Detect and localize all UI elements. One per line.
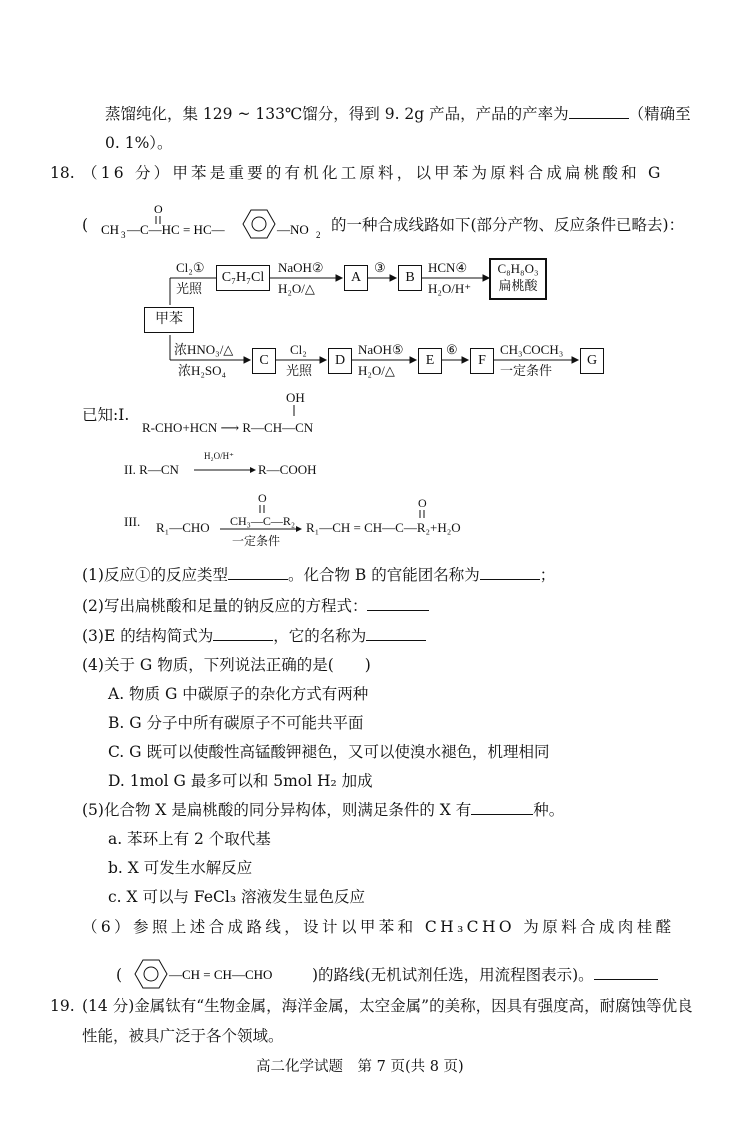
- sub1-text-a: (1)反应①的反应类型: [82, 566, 228, 584]
- option-a[interactable]: A. 物质 G 中碳原子的杂化方式有两种: [108, 685, 369, 703]
- sub-question-3: [82, 626, 426, 646]
- sub6-text-b: )的路线(无机试剂任选，用流程图表示)。: [312, 966, 594, 984]
- svg-text:H₂O/△: H₂O/△: [278, 281, 315, 296]
- svg-text:—CH = CH—CHO: —CH = CH—CHO: [169, 967, 273, 982]
- node-e: E: [418, 348, 442, 374]
- svg-text:NaOH⑤: NaOH⑤: [358, 342, 404, 357]
- svg-text:光照: 光照: [176, 281, 203, 296]
- svg-text:浓H₂SO₄: 浓H₂SO₄: [178, 363, 227, 378]
- svg-text:HCN④: HCN④: [428, 260, 468, 275]
- g-structure-line: ( CH 3 —C—HC = HC— O —NO 2 的一种合成线路如下(部分产物、反应条件已略去)：: [82, 202, 685, 240]
- option-b[interactable]: B. G 分子中所有碳原子不可能共平面: [108, 714, 364, 732]
- svg-text:R—COOH: R—COOH: [258, 462, 317, 477]
- sub3-text-b: ，它的名称为: [273, 627, 367, 645]
- svg-text:H₂O/△: H₂O/△: [358, 363, 395, 378]
- svg-text:2: 2: [316, 230, 321, 240]
- svg-text:浓HNO₃/△: 浓HNO₃/△: [174, 342, 234, 357]
- option-d[interactable]: D. 1mol G 最多可以和 5mol H₂ 加成: [108, 772, 373, 790]
- svg-text:一定条件: 一定条件: [500, 363, 553, 378]
- svg-text:3: 3: [121, 230, 126, 240]
- svg-text:II. R—CN: II. R—CN: [124, 462, 179, 477]
- sub-question-6: （6）参照上述合成路线，设计以甲苯和 CH₃CHO 为原料合成肉桂醛: [82, 918, 675, 936]
- node-a: A: [344, 265, 368, 291]
- svg-text:NaOH②: NaOH②: [278, 260, 324, 275]
- svg-text:Cl₂: Cl₂: [290, 342, 307, 357]
- question-19-line-2: 性能，被具广泛于各个领域。: [82, 1027, 284, 1045]
- svg-text:O: O: [418, 496, 427, 510]
- svg-text:O: O: [258, 491, 267, 505]
- question-19-line-1: (14 分)金属钛有“生物金属，海洋金属，太空金属”的美称，因具有强度高，耐腐蚀等优良: [82, 997, 693, 1015]
- sub-question-1: [82, 565, 555, 585]
- answer-blank-5[interactable]: [471, 800, 533, 815]
- svg-text:⑥: ⑥: [446, 342, 458, 357]
- node-f: F: [470, 348, 494, 374]
- svg-text:R-CHO+HCN ⟶ R—CH—CN: R-CHO+HCN ⟶ R—CH—CN: [142, 420, 314, 435]
- sub-question-5: [82, 800, 564, 820]
- svg-text:CH: CH: [101, 222, 120, 237]
- cont-text: 蒸馏纯化，集 129 ~ 133℃馏分，得到 9. 2g 产品，产品的产率为: [105, 105, 569, 123]
- sub-question-4: (4)关于 G 物质，下列说法正确的是( ): [82, 656, 371, 674]
- answer-blank-6[interactable]: [594, 965, 658, 980]
- node-d: D: [328, 348, 352, 374]
- node-mandelic-formula: C₈H₈O₃: [497, 261, 539, 276]
- node-b: B: [398, 265, 422, 291]
- sub-question-6-line2: ( —CH = CH—CHO )的路线(无机试剂任选，用流程图表示)。: [116, 957, 658, 991]
- svg-text:R₁—CH = CH—C—R₂+H₂O: R₁—CH = CH—C—R₂+H₂O: [306, 520, 461, 535]
- svg-text:O: O: [154, 202, 163, 216]
- svg-text:—NO: —NO: [277, 222, 309, 237]
- option-c[interactable]: C. G 既可以使酸性高锰酸钾褪色，又可以使溴水褪色，机理相同: [108, 743, 550, 761]
- answer-blank[interactable]: [569, 104, 629, 119]
- question-intro: （16 分）甲苯是重要的有机化工原料，以甲苯为原料合成扁桃酸和 G: [82, 164, 664, 182]
- svg-text:III.: III.: [124, 514, 141, 529]
- svg-text:CH₃COCH₃: CH₃COCH₃: [500, 342, 564, 357]
- sub5-text-a: (5)化合物 X 是扁桃酸的同分异构体，则满足条件的 X 有: [82, 801, 472, 819]
- sub2-text: (2)写出扁桃酸和足量的钠反应的方程式：: [82, 597, 368, 615]
- sub1-text-c: ；: [539, 566, 556, 584]
- g-structure: [93, 204, 331, 242]
- route-lines: [140, 255, 620, 385]
- sub5-text-b: 种。: [533, 801, 565, 819]
- page-footer: 高二化学试题 第 7 页(共 8 页): [256, 1059, 464, 1075]
- answer-blank-1b[interactable]: [480, 565, 540, 580]
- node-c: C: [252, 348, 276, 374]
- svg-text:CH₃—C—R₂: CH₃—C—R₂: [230, 514, 296, 528]
- answer-blank-1a[interactable]: [228, 565, 288, 580]
- answer-blank-3b[interactable]: [366, 626, 426, 641]
- condition-c: c. X 可以与 FeCl₃ 溶液发生显色反应: [108, 888, 365, 906]
- answer-blank-2[interactable]: [367, 596, 429, 611]
- svg-text:一定条件: 一定条件: [232, 534, 281, 548]
- svg-text:③: ③: [374, 260, 386, 275]
- question-line-2: 的一种合成线路如下(部分产物、反应条件已略去)：: [331, 216, 685, 234]
- condition-a: a. 苯环上有 2 个取代基: [108, 830, 271, 848]
- sub3-text-a: (3)E 的结构简式为: [82, 627, 214, 645]
- node-mandelic-acid: [490, 259, 546, 299]
- answer-blank-3a[interactable]: [213, 626, 273, 641]
- cont-text-2: （精确至: [628, 105, 691, 123]
- cont-line-2: 0. 1%）。: [105, 134, 173, 152]
- node-c7h7cl: C₇H₇Cl: [216, 265, 270, 291]
- known-reactions: [124, 385, 558, 555]
- svg-text:—C—HC = HC—: —C—HC = HC—: [127, 222, 225, 237]
- svg-text:OH: OH: [286, 390, 305, 405]
- svg-text:R₁—CHO: R₁—CHO: [156, 520, 210, 535]
- node-mandelic-name: 扁桃酸: [498, 278, 538, 293]
- known-label: 已知:I.: [82, 406, 130, 424]
- node-toluene: 甲苯: [144, 307, 194, 333]
- svg-text:H₂O/H⁺: H₂O/H⁺: [204, 451, 234, 461]
- svg-text:光照: 光照: [286, 363, 313, 378]
- node-g: G: [580, 348, 604, 374]
- cinnamaldehyde-structure: [127, 957, 312, 991]
- svg-text:H₂O/H⁺: H₂O/H⁺: [428, 281, 472, 296]
- sub-question-2: [82, 596, 429, 616]
- cont-line-1: [105, 104, 691, 124]
- svg-text:Cl₂①: Cl₂①: [176, 260, 205, 275]
- sub1-text-b: 。化合物 B 的官能团名称为: [287, 566, 480, 584]
- synthesis-route: [140, 255, 620, 385]
- question-number: 18.: [50, 164, 75, 182]
- question-19-number: 19.: [50, 997, 75, 1015]
- condition-b: b. X 可发生水解反应: [108, 859, 253, 877]
